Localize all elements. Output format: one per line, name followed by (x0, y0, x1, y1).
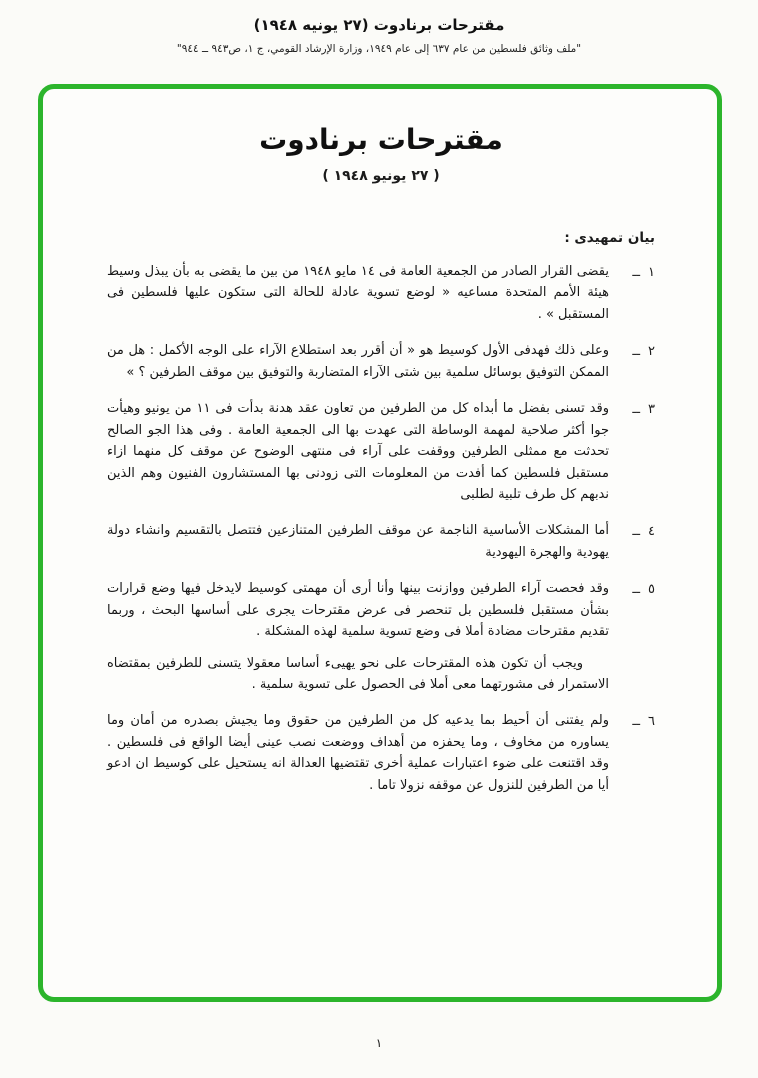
item-paragraph: ولم يفتنى أن أحيط بما يدعيه كل من الطرفين من حقوق وما يجيش بصدره من أمان وما يساوره من مخاوف ، وما يحفزه من أهداف ووضعت نصب عينى أيضا الواقع فى فلسطين . وقد اقتنعت على ضوء اعتبارات عملية أخرى تقتضيها العدالة انه يستحيل على كوسيط ان ادعو أيا من الطرفين للنزول عن موقفه نزولا تاما . (107, 713, 609, 793)
item-paragraph: وعلى ذلك فهدفى الأول كوسيط هو « أن أقرر بعد استطلاع الآراء على الوجه الأكمل : هل من الممكن التوفيق بوسائل سلمية بين شتى الآراء المتضاربة والتوفيق بين موقف الطرفين ؟ » (107, 343, 609, 380)
section-heading: بيان تمهيدى : (564, 230, 655, 246)
list-item (107, 520, 655, 563)
items-list (107, 261, 655, 796)
item-body (107, 710, 609, 796)
header-title: مقترحات برنادوت (٢٧ يونيه ١٩٤٨) (253, 16, 505, 34)
document-frame (38, 84, 722, 1002)
item-dash: ــ (632, 402, 641, 418)
item-marker (609, 398, 655, 505)
item-number: ٣ (648, 402, 655, 418)
item-marker (609, 520, 655, 563)
list-item (107, 578, 655, 695)
item-paragraph: وقد فحصت آراء الطرفين ووازنت بينها وأنا أرى أن مهمتى كوسيط لايدخل فيها وضع قرارات بشأن مستقبل فلسطين بل تنحصر فى عرض مقترحات يجرى على أساسها البحث ، وربما تقديم مقترحات مضادة أملا فى وضع تسوية سلمية لهذه المشكلة . (107, 581, 609, 640)
item-number: ٢ (648, 344, 655, 360)
item-dash: ــ (632, 344, 641, 360)
item-dash: ــ (632, 265, 641, 280)
item-paragraph: وقد تسنى بفضل ما أبداه كل من الطرفين من تعاون عقد هدنة بدأت فى ١١ من يونيو وهيأت جوا أكثر صلاحية لمهمة الوساطة التى عهدت بها الى الجمعية العامة . وفى هذا الجو الصالح تحدثت مع ممثلى الطرفين ووقفت على آراء فى منتهى الوضوح عن موقف كل منهما ازاء مستقبل فلسطين كما أفدت من المعلومات التى زودنى بها المستشارون الفنيون وهم الذين ندبهم كل طرف تلبية لطلبى (107, 401, 609, 502)
item-paragraph: ويجب أن تكون هذه المقترحات على نحو يهيىء أساسا معقولا يتسنى للطرفين بمقتضاه الاستمرار فى مشورتهما معى أملا فى الحصول على تسوية سلمية . (107, 655, 609, 692)
document-content (43, 89, 717, 796)
item-dash: ــ (632, 714, 641, 730)
list-item (107, 261, 655, 325)
item-number: ٥ (648, 582, 655, 598)
item-marker (609, 710, 655, 796)
list-item (107, 398, 655, 505)
item-paragraph: يقضى القرار الصادر من الجمعية العامة فى ١٤ مايو ١٩٤٨ من بين ما يقضى به بأن يبذل وسيط هيئة الأمم المتحدة مساعيه « لوضع تسوية عادلة للحالة التى ستكون عليها فلسطين فى المستقبل » . (107, 264, 609, 322)
item-body (107, 340, 609, 383)
item-marker (609, 578, 655, 695)
document-title: مقترحات برنادوت (259, 123, 503, 156)
item-marker (609, 261, 655, 325)
item-number: ١ (648, 265, 655, 280)
document-subtitle: ( ٢٧ يونيو ١٩٤٨ ) (322, 168, 440, 184)
item-body (107, 520, 609, 563)
item-body (107, 578, 609, 695)
item-body (107, 398, 609, 505)
item-paragraph: أما المشكلات الأساسية الناجمة عن موقف الطرفين المتنازعين فتتصل بالتقسيم وانشاء دولة يهودية والهجرة اليهودية (107, 523, 609, 560)
list-item (107, 710, 655, 796)
item-dash: ــ (632, 582, 641, 598)
page-number: ١ (375, 1036, 383, 1050)
page-header (0, 0, 758, 55)
item-number: ٦ (648, 714, 655, 730)
list-item (107, 340, 655, 383)
item-body (107, 261, 609, 325)
item-dash: ــ (632, 524, 641, 540)
item-number: ٤ (648, 524, 655, 540)
item-marker (609, 340, 655, 383)
header-citation: "ملف وثائق فلسطين من عام ٦٣٧ إلى عام ١٩٤٩، وزارة الإرشاد القومي، ج ١، ص٩٤٣ ــ ٩٤٤" (176, 43, 582, 55)
